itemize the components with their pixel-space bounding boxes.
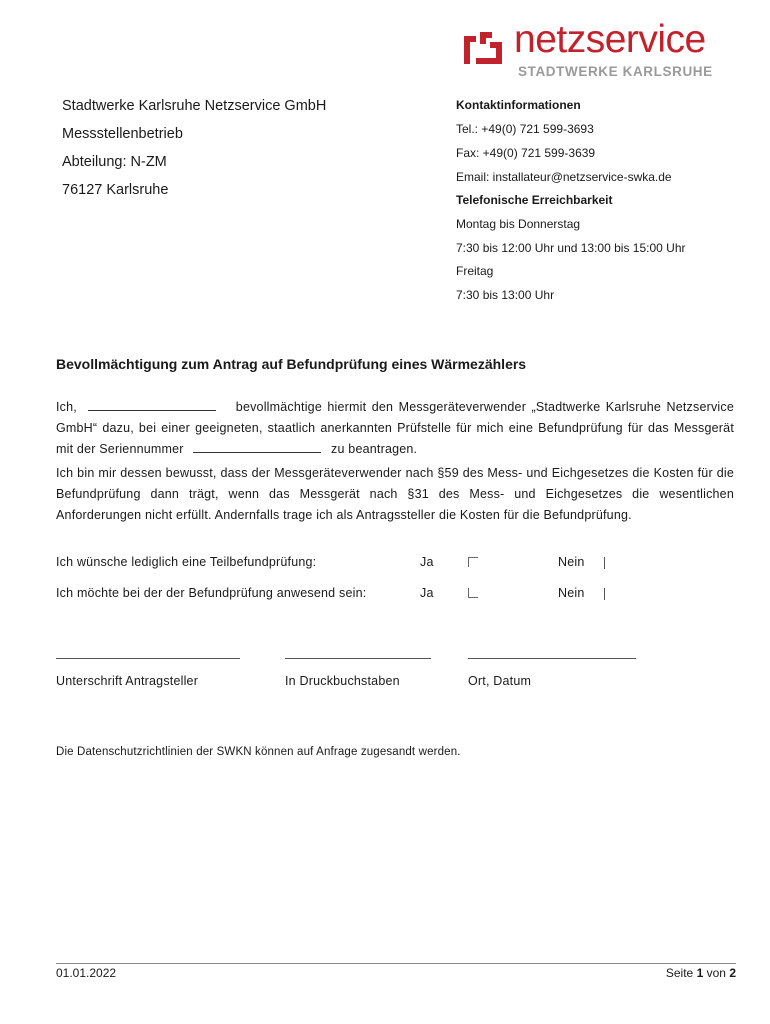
- reachability-days-2: Freitag: [456, 264, 494, 278]
- page-total: 2: [729, 966, 736, 980]
- place-date-label: Ort, Datum: [468, 674, 532, 688]
- question-1-yes-label: Ja: [420, 555, 434, 569]
- signature-line[interactable]: [56, 658, 240, 659]
- question-attend-inspection: Ich möchte bei der der Befundprüfung anwesend sein:: [56, 586, 367, 600]
- netzservice-logo-icon: [462, 30, 506, 70]
- contact-tel: Tel.: +49(0) 721 599-3693: [456, 122, 594, 136]
- authorization-intro: Ich,: [56, 400, 77, 414]
- question-2-yes-checkbox[interactable]: [468, 588, 478, 598]
- company-logo: [462, 18, 738, 82]
- cost-paragraph: Ich bin mir dessen bewusst, dass der Messgeräteverwender nach §59 des Mess- und Eichgesetzes die Kosten für die Befundprüfung dann trägt, wenn das Messgerät nach §31 des Mess- und Eichgesetzes die wesentlichen Anforderungen nicht erfüllt. Andernfalls trage ich als Antragssteller die Kosten für die Befundprüfung.: [56, 466, 734, 522]
- page-number: [666, 966, 736, 980]
- contact-email: Email: installateur@netzservice-swka.de: [456, 170, 672, 184]
- privacy-note: Die Datenschutzrichtlinien der SWKN können auf Anfrage zugesandt werden.: [56, 746, 461, 758]
- page-mid: von: [706, 966, 726, 980]
- logo-brand-text: netzservice: [514, 18, 706, 61]
- question-2-no-checkbox[interactable]: [604, 588, 605, 600]
- question-1-no-checkbox[interactable]: [604, 557, 605, 569]
- page-prefix: Seite: [665, 966, 694, 980]
- contact-fax: Fax: +49(0) 721 599-3639: [456, 146, 596, 160]
- place-date-line[interactable]: [468, 658, 636, 659]
- footer-divider: [56, 963, 736, 964]
- name-field[interactable]: [88, 398, 216, 411]
- address-division: Abteilung: N-ZM: [62, 154, 167, 170]
- page-current: 1: [696, 966, 704, 980]
- footer-date: 01.01.2022: [56, 966, 117, 980]
- address-city: 76127 Karlsruhe: [62, 182, 169, 198]
- address-company: Stadtwerke Karlsruhe Netzservice GmbH: [62, 98, 327, 114]
- document-title: Bevollmächtigung zum Antrag auf Befundprüfung eines Wärmezählers: [56, 356, 527, 372]
- print-name-label: In Druckbuchstaben: [285, 674, 400, 688]
- reachability-hours-2: 7:30 bis 13:00 Uhr: [456, 288, 555, 302]
- question-partial-inspection: Ich wünsche lediglich eine Teilbefundprüfung:: [56, 555, 317, 569]
- authorization-end: zu beantragen.: [331, 442, 418, 456]
- question-1-no-label: Nein: [558, 555, 585, 569]
- authorization-paragraph: [56, 397, 734, 460]
- address-department: Messstellenbetrieb: [62, 126, 183, 142]
- logo-subtitle: STADTWERKE KARLSRUHE: [518, 64, 713, 79]
- reachability-heading: Telefonische Erreichbarkeit: [456, 193, 613, 207]
- signature-label: Unterschrift Antragsteller: [56, 674, 199, 688]
- authorization-text: bevollmächtige hiermit den Messgeräteverwender „Stadtwerke Karlsruhe Netzservice GmbH“ dazu, bei einer geeigneten, staatlich anerkannten Prüfstelle für mich eine Befundprüfung für das Messgerät mit der Seriennummer: [56, 400, 734, 456]
- question-2-yes-label: Ja: [420, 586, 434, 600]
- serial-number-field[interactable]: [193, 440, 321, 453]
- reachability-days-1: Montag bis Donnerstag: [456, 217, 581, 231]
- question-1-yes-checkbox[interactable]: [468, 557, 478, 567]
- contact-heading: Kontaktinformationen: [456, 98, 581, 112]
- reachability-hours-1: 7:30 bis 12:00 Uhr und 13:00 bis 15:00 Uhr: [456, 241, 686, 255]
- print-name-line[interactable]: [285, 658, 431, 659]
- question-2-no-label: Nein: [558, 586, 585, 600]
